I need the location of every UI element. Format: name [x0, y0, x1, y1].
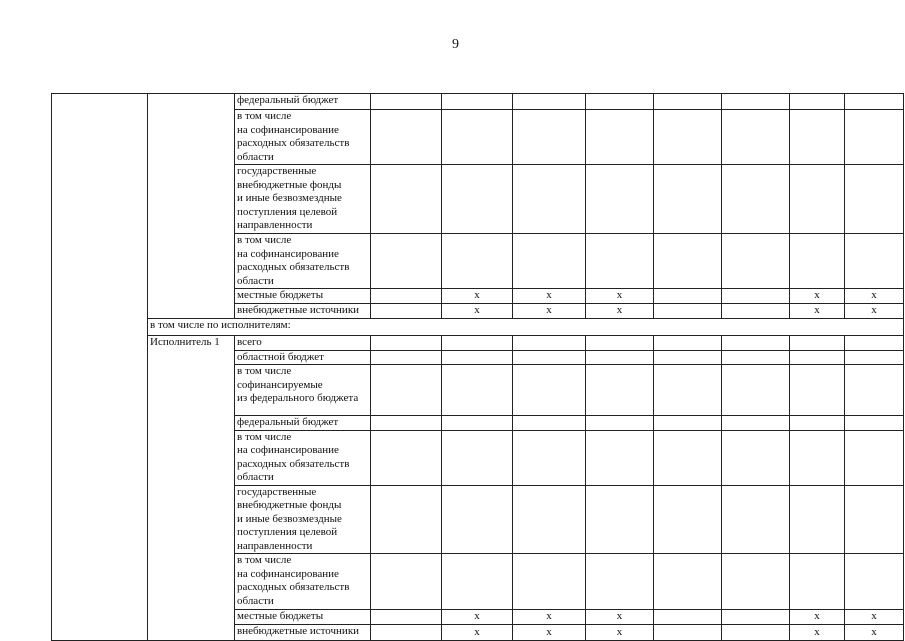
value-cell — [371, 350, 442, 365]
value-cell: х — [845, 303, 904, 318]
value-cell: х — [790, 624, 845, 640]
value-cell — [654, 110, 722, 165]
value-cell: х — [586, 289, 654, 304]
value-cell — [845, 554, 904, 610]
value-cell — [722, 350, 790, 365]
value-cell — [371, 624, 442, 640]
value-cell — [371, 234, 442, 289]
value-cell — [654, 303, 722, 318]
value-cell — [442, 430, 513, 485]
value-cell — [586, 430, 654, 485]
value-cell — [722, 416, 790, 431]
value-cell — [586, 165, 654, 234]
value-cell — [513, 365, 586, 416]
value-cell: х — [586, 303, 654, 318]
row-label: федеральный бюджет — [235, 416, 371, 431]
value-cell — [371, 165, 442, 234]
value-cell — [845, 430, 904, 485]
value-cell: х — [586, 624, 654, 640]
value-cell — [790, 485, 845, 554]
value-cell — [513, 350, 586, 365]
value-cell — [654, 289, 722, 304]
row-label: в том числе на софинансирование расходных обязательств области — [235, 234, 371, 289]
row-label: в том числе на софинансирование расходных обязательств области — [235, 554, 371, 610]
value-cell: х — [513, 624, 586, 640]
value-cell — [442, 554, 513, 610]
value-cell — [442, 416, 513, 431]
value-cell — [513, 485, 586, 554]
table-row — [52, 94, 904, 110]
row-label: в том числе софинансируемые из федерального бюджета — [235, 365, 371, 416]
value-cell: х — [790, 303, 845, 318]
value-cell — [722, 303, 790, 318]
value-cell — [654, 365, 722, 416]
value-cell — [845, 94, 904, 110]
value-cell — [371, 335, 442, 350]
value-cell: х — [790, 610, 845, 625]
executors-heading: в том числе по исполнителям: — [148, 318, 904, 335]
row-label: государственные внебюджетные фонды и иные безвозмездные поступления целевой направленности — [235, 485, 371, 554]
value-cell — [371, 610, 442, 625]
value-cell: х — [790, 289, 845, 304]
value-cell — [845, 110, 904, 165]
row-label: в том числе на софинансирование расходных обязательств области — [235, 430, 371, 485]
value-cell — [722, 289, 790, 304]
value-cell — [790, 234, 845, 289]
value-cell — [371, 303, 442, 318]
value-cell — [790, 110, 845, 165]
value-cell — [442, 165, 513, 234]
value-cell — [790, 350, 845, 365]
value-cell: х — [513, 303, 586, 318]
value-cell — [654, 416, 722, 431]
value-cell — [442, 110, 513, 165]
value-cell — [371, 289, 442, 304]
value-cell — [371, 110, 442, 165]
value-cell — [654, 234, 722, 289]
value-cell — [722, 335, 790, 350]
value-cell — [722, 234, 790, 289]
value-cell — [513, 416, 586, 431]
value-cell — [586, 234, 654, 289]
table-row — [52, 318, 904, 335]
value-cell — [442, 335, 513, 350]
value-cell — [586, 485, 654, 554]
value-cell — [513, 554, 586, 610]
value-cell — [371, 430, 442, 485]
value-cell — [722, 624, 790, 640]
value-cell — [790, 94, 845, 110]
merged-empty-cell — [52, 94, 148, 641]
value-cell — [513, 335, 586, 350]
value-cell — [845, 485, 904, 554]
value-cell: х — [513, 289, 586, 304]
value-cell: х — [845, 610, 904, 625]
value-cell — [722, 610, 790, 625]
value-cell — [654, 94, 722, 110]
row-label: государственные внебюджетные фонды и иные безвозмездные поступления целевой направленности — [235, 165, 371, 234]
value-cell — [586, 335, 654, 350]
row-label: областной бюджет — [235, 350, 371, 365]
value-cell — [845, 165, 904, 234]
value-cell — [722, 485, 790, 554]
value-cell — [722, 94, 790, 110]
value-cell — [586, 416, 654, 431]
value-cell — [722, 110, 790, 165]
value-cell — [654, 430, 722, 485]
value-cell — [586, 554, 654, 610]
value-cell — [722, 365, 790, 416]
value-cell — [722, 554, 790, 610]
value-cell: х — [442, 624, 513, 640]
value-cell — [513, 165, 586, 234]
value-cell — [845, 234, 904, 289]
value-cell — [371, 416, 442, 431]
value-cell — [371, 94, 442, 110]
value-cell — [586, 110, 654, 165]
value-cell: х — [845, 289, 904, 304]
value-cell — [513, 110, 586, 165]
value-cell — [442, 234, 513, 289]
value-cell — [845, 335, 904, 350]
value-cell — [586, 365, 654, 416]
value-cell — [654, 485, 722, 554]
value-cell — [586, 94, 654, 110]
value-cell — [654, 610, 722, 625]
value-cell — [442, 485, 513, 554]
merged-empty-cell — [148, 94, 235, 319]
value-cell — [790, 165, 845, 234]
value-cell — [442, 94, 513, 110]
value-cell — [586, 350, 654, 365]
value-cell — [513, 94, 586, 110]
page-number: 9 — [452, 37, 459, 52]
value-cell — [790, 335, 845, 350]
table-row — [52, 335, 904, 350]
value-cell — [845, 365, 904, 416]
value-cell — [442, 350, 513, 365]
value-cell — [442, 365, 513, 416]
value-cell — [371, 554, 442, 610]
value-cell — [371, 365, 442, 416]
row-label: внебюджетные источники — [235, 303, 371, 318]
value-cell — [513, 430, 586, 485]
row-label: в том числе на софинансирование расходных обязательств области — [235, 110, 371, 165]
value-cell — [722, 430, 790, 485]
value-cell — [790, 416, 845, 431]
value-cell: х — [845, 624, 904, 640]
value-cell — [371, 485, 442, 554]
value-cell — [845, 350, 904, 365]
budget-table — [51, 93, 904, 641]
value-cell — [513, 234, 586, 289]
value-cell — [790, 430, 845, 485]
row-label: внебюджетные источники — [235, 624, 371, 640]
value-cell — [722, 165, 790, 234]
value-cell — [654, 624, 722, 640]
row-label: всего — [235, 335, 371, 350]
value-cell: х — [442, 289, 513, 304]
row-label: федеральный бюджет — [235, 94, 371, 110]
value-cell — [654, 335, 722, 350]
executor-name: Исполнитель 1 — [148, 335, 235, 640]
value-cell — [790, 554, 845, 610]
value-cell: х — [586, 610, 654, 625]
value-cell — [654, 165, 722, 234]
row-label: местные бюджеты — [235, 610, 371, 625]
value-cell: х — [442, 610, 513, 625]
value-cell — [790, 365, 845, 416]
value-cell — [654, 554, 722, 610]
value-cell — [654, 350, 722, 365]
value-cell — [845, 416, 904, 431]
value-cell: х — [442, 303, 513, 318]
value-cell: х — [513, 610, 586, 625]
row-label: местные бюджеты — [235, 289, 371, 304]
